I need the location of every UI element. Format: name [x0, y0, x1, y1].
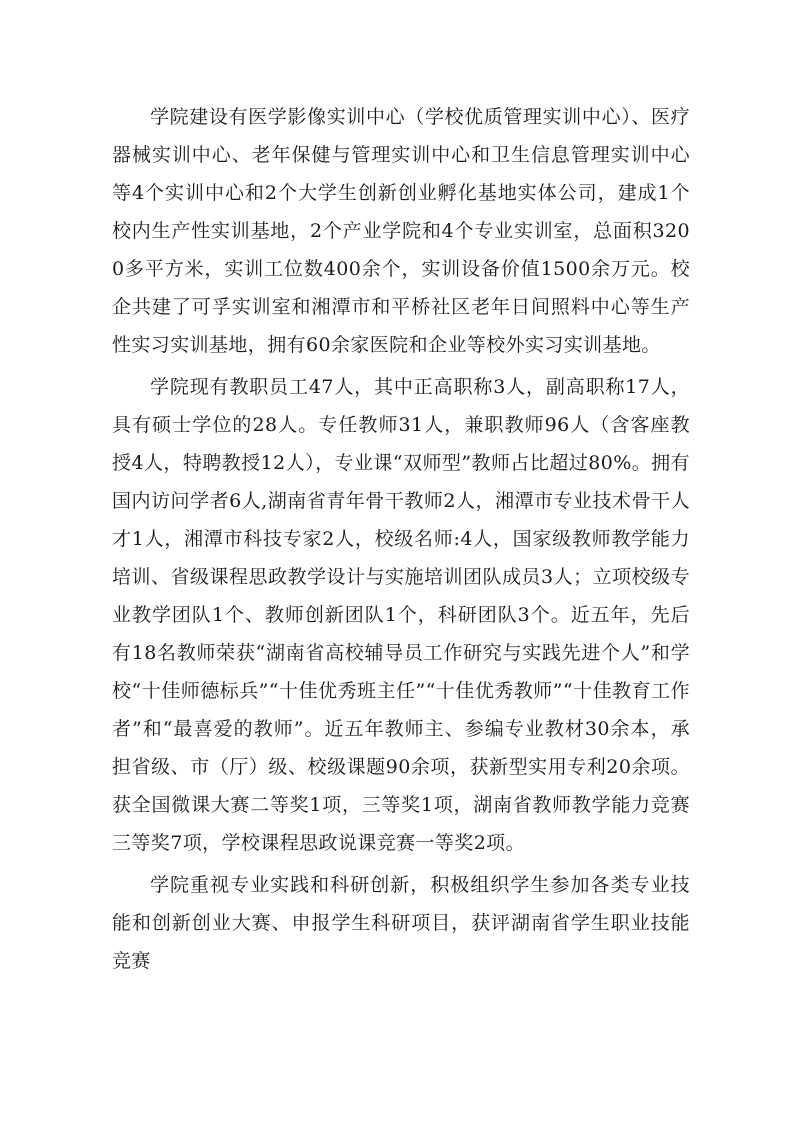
- paragraph-training-centers: 学院建设有医学影像实训中心（学校优质管理实训中心）、医疗器械实训中心、老年保健与管理实训中心和卫生信息管理实训中心等4个实训中心和2个大学生创新创业孵化基地实体公司，建成1个校内生产性实训基地，2个产业学院和4个专业实训室，总面积3200多平方米，实训工位数400余个，实训设备价值1500余万元。校企共建了可孚实训室和湘潭市和平桥社区老年日间照料中心等生产性实习实训基地，拥有60余家医院和企业等校外实习实训基地。: [112, 106, 690, 356]
- paragraph-practice-research: 学院重视专业实践和科研创新，积极组织学生参加各类专业技能和创新创业大赛、申报学生科研项目，获评湖南省学生职业技能竞赛: [112, 874, 690, 972]
- document-body: [112, 98, 690, 980]
- paragraph-faculty: 学院现有教职员工47人，其中正高职称3人，副高职称17人，具有硕士学位的28人。专任教师31人，兼职教师96人（含客座教授4人，特聘教授12人），专业课“双师型”教师占比超过80%。拥有国内访问学者6人,湖南省青年骨干教师2人，湘潭市专业技术骨干人才1人，湘潭市科技专家2人，校级名师:4人，国家级教师教学能力培训、省级课程思政教学设计与实施培训团队成员3人；立项校级专业教学团队1个、教师创新团队1个，科研团队3个。近五年，先后有18名教师荣获“湖南省高校辅导员工作研究与实践先进个人”和学校“十佳师德标兵”“十佳优秀班主任”“十佳优秀教师”“十佳教育工作者”和“最喜爱的教师”。近五年教师主、参编专业教材30余本，承担省级、市（厅）级、校级课题90余项，获新型实用专利20余项。获全国微课大赛二等奖1项，三等奖1项，湖南省教师教学能力竞赛三等奖7项，学校课程思政说课竞赛一等奖2项。: [112, 376, 690, 854]
